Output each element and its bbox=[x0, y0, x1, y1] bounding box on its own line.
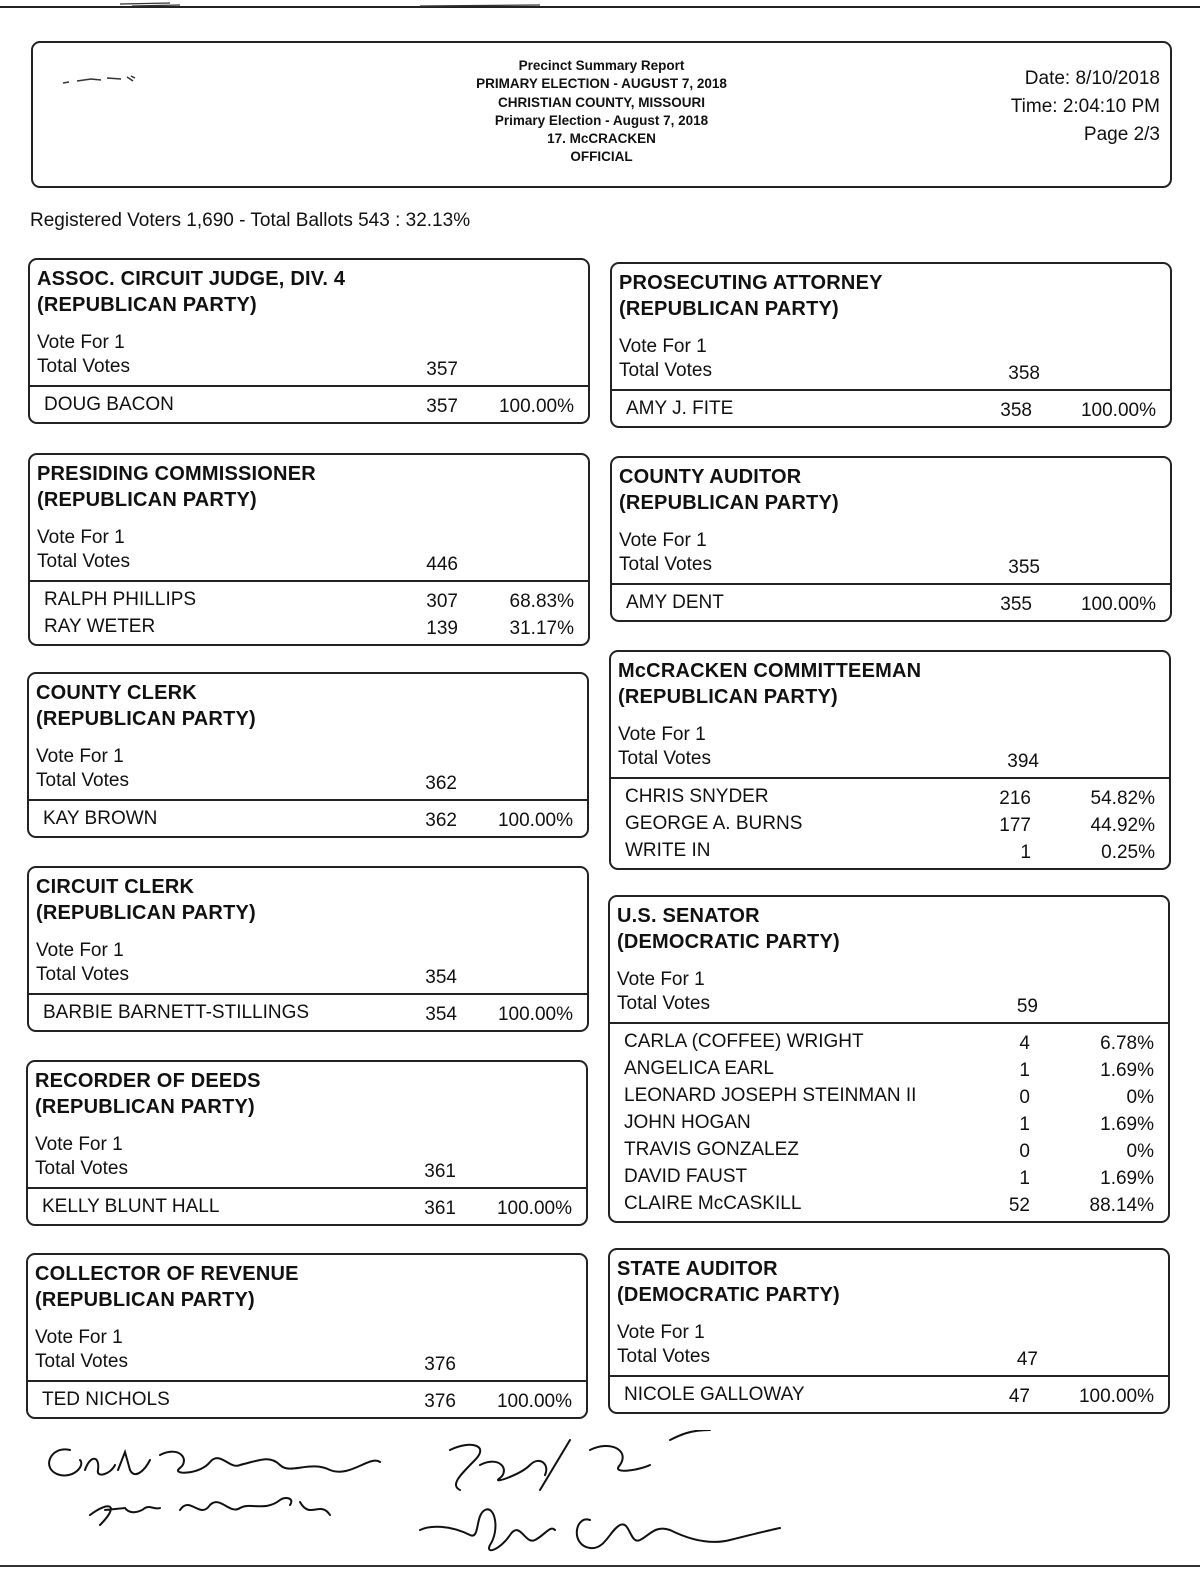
candidate-name: NICOLE GALLOWAY bbox=[624, 1384, 805, 1405]
total-votes-row bbox=[610, 992, 1168, 1022]
candidate-list bbox=[612, 585, 1170, 620]
contest-title: U.S. SENATOR bbox=[617, 905, 760, 927]
candidate-votes: 0 bbox=[1019, 1087, 1030, 1108]
contest-box bbox=[608, 1248, 1170, 1414]
vote-for-label: Vote For 1 bbox=[36, 940, 124, 961]
candidate-votes: 355 bbox=[1000, 594, 1032, 615]
candidate-row bbox=[611, 837, 1169, 864]
total-votes-row bbox=[612, 553, 1170, 583]
total-votes-label: Total Votes bbox=[35, 1158, 128, 1179]
candidate-percent: 6.78% bbox=[1100, 1033, 1154, 1054]
total-votes-row bbox=[29, 769, 587, 799]
candidate-row bbox=[28, 1386, 586, 1413]
total-votes-value: 376 bbox=[424, 1354, 456, 1375]
vote-for-label: Vote For 1 bbox=[35, 1327, 123, 1348]
candidate-list bbox=[28, 1382, 586, 1417]
candidate-votes: 357 bbox=[426, 396, 458, 417]
signatures bbox=[30, 1430, 790, 1565]
candidate-name: DOUG BACON bbox=[44, 394, 174, 415]
contest-title: COLLECTOR OF REVENUE bbox=[35, 1263, 299, 1285]
candidate-votes: 1 bbox=[1020, 842, 1031, 863]
contest-title: ASSOC. CIRCUIT JUDGE, DIV. 4 bbox=[37, 268, 346, 290]
signature-1 bbox=[49, 1449, 380, 1475]
signature-4 bbox=[420, 1509, 780, 1550]
report-time: Time: 2:04:10 PM bbox=[1010, 96, 1160, 117]
candidate-row bbox=[610, 1082, 1168, 1109]
candidate-row bbox=[611, 810, 1169, 837]
candidate-votes: 358 bbox=[1000, 400, 1032, 421]
contest-box bbox=[27, 672, 589, 838]
candidate-list bbox=[610, 1377, 1168, 1412]
vote-for-label: Vote For 1 bbox=[619, 530, 707, 551]
total-votes-row bbox=[30, 355, 588, 385]
candidate-row bbox=[610, 1055, 1168, 1082]
candidate-list bbox=[612, 391, 1170, 426]
candidate-percent: 100.00% bbox=[1080, 594, 1156, 615]
signature-2 bbox=[90, 1498, 330, 1525]
candidate-name: AMY J. FITE bbox=[626, 398, 734, 419]
total-votes-row bbox=[28, 1157, 586, 1187]
total-votes-row bbox=[29, 963, 587, 993]
contest-title: STATE AUDITOR bbox=[617, 1258, 778, 1280]
candidate-percent: 88.14% bbox=[1089, 1195, 1154, 1216]
candidate-votes: 139 bbox=[426, 618, 458, 639]
bottom-edge-rule bbox=[0, 1565, 1200, 1567]
candidate-percent: 100.00% bbox=[497, 810, 573, 831]
total-votes-value: 394 bbox=[1007, 751, 1039, 772]
candidate-votes: 52 bbox=[1008, 1195, 1030, 1216]
candidate-votes: 216 bbox=[999, 788, 1031, 809]
total-votes-label: Total Votes bbox=[618, 748, 711, 769]
candidate-votes: 177 bbox=[999, 815, 1031, 836]
total-votes-label: Total Votes bbox=[37, 551, 130, 572]
total-votes-row bbox=[30, 550, 588, 580]
candidate-percent: 44.92% bbox=[1090, 815, 1155, 836]
candidate-name: RAY WETER bbox=[44, 616, 156, 637]
total-votes-label: Total Votes bbox=[617, 1346, 710, 1367]
candidate-percent: 54.82% bbox=[1090, 788, 1155, 809]
total-votes-row bbox=[611, 747, 1169, 777]
total-votes-value: 47 bbox=[1016, 1349, 1038, 1370]
contest-box bbox=[608, 895, 1170, 1223]
header-meta bbox=[1011, 65, 1160, 149]
total-votes-value: 362 bbox=[425, 773, 457, 794]
candidate-row bbox=[30, 613, 588, 640]
contest-party: (REPUBLICAN PARTY) bbox=[36, 902, 256, 924]
contest-party: (REPUBLICAN PARTY) bbox=[35, 1289, 255, 1311]
candidate-list bbox=[610, 1024, 1168, 1221]
contest-title: PRESIDING COMMISSIONER bbox=[37, 463, 316, 485]
total-votes-label: Total Votes bbox=[619, 360, 712, 381]
candidate-row bbox=[610, 1109, 1168, 1136]
candidate-row bbox=[610, 1381, 1168, 1408]
contest-party: (REPUBLICAN PARTY) bbox=[37, 489, 257, 511]
total-votes-value: 354 bbox=[425, 967, 457, 988]
candidate-percent: 0% bbox=[1126, 1141, 1154, 1162]
candidate-percent: 1.69% bbox=[1100, 1114, 1154, 1135]
candidate-name: CLAIRE McCASKILL bbox=[624, 1193, 802, 1214]
report-date: Date: 8/10/2018 bbox=[1024, 68, 1160, 89]
candidate-name: AMY DENT bbox=[626, 592, 724, 613]
candidate-votes: 376 bbox=[424, 1391, 456, 1412]
candidate-votes: 0 bbox=[1019, 1141, 1030, 1162]
vote-for-label: Vote For 1 bbox=[37, 332, 125, 353]
contest-party: (REPUBLICAN PARTY) bbox=[618, 686, 838, 708]
candidate-percent: 1.69% bbox=[1100, 1168, 1154, 1189]
candidate-name: KAY BROWN bbox=[43, 808, 158, 829]
report-header bbox=[31, 41, 1172, 188]
total-votes-value: 355 bbox=[1008, 557, 1040, 578]
contest-box bbox=[610, 262, 1172, 428]
candidate-row bbox=[610, 1190, 1168, 1217]
contest-title: CIRCUIT CLERK bbox=[36, 876, 195, 898]
candidate-name: TED NICHOLS bbox=[42, 1389, 170, 1410]
total-votes-value: 59 bbox=[1016, 996, 1038, 1017]
candidate-percent: 31.17% bbox=[509, 618, 574, 639]
contest-box bbox=[28, 258, 590, 424]
report-status: OFFICIAL bbox=[570, 149, 633, 165]
candidate-list bbox=[30, 582, 588, 644]
vote-for-label: Vote For 1 bbox=[37, 527, 125, 548]
candidate-row bbox=[30, 391, 588, 418]
contest-title: COUNTY CLERK bbox=[36, 682, 197, 704]
candidate-row bbox=[610, 1028, 1168, 1055]
candidate-name: ANGELICA EARL bbox=[624, 1058, 774, 1079]
candidate-row bbox=[30, 586, 588, 613]
contest-box bbox=[26, 1253, 588, 1419]
vote-for-label: Vote For 1 bbox=[619, 336, 707, 357]
candidate-row bbox=[610, 1163, 1168, 1190]
candidate-votes: 361 bbox=[424, 1198, 456, 1219]
contest-box bbox=[609, 650, 1171, 870]
total-votes-value: 358 bbox=[1008, 363, 1040, 384]
total-votes-label: Total Votes bbox=[37, 356, 130, 377]
contest-party: (REPUBLICAN PARTY) bbox=[619, 298, 839, 320]
candidate-row bbox=[28, 1193, 586, 1220]
total-votes-label: Total Votes bbox=[36, 964, 129, 985]
candidate-row bbox=[610, 1136, 1168, 1163]
candidate-percent: 100.00% bbox=[496, 1391, 572, 1412]
candidate-list bbox=[29, 995, 587, 1030]
contest-title: McCRACKEN COMMITTEEMAN bbox=[618, 660, 922, 682]
contest-party: (DEMOCRATIC PARTY) bbox=[617, 931, 840, 953]
candidate-name: BARBIE BARNETT-STILLINGS bbox=[43, 1002, 310, 1023]
candidate-row bbox=[612, 589, 1170, 616]
candidate-percent: 0.25% bbox=[1101, 842, 1155, 863]
county-line: CHRISTIAN COUNTY, MISSOURI bbox=[497, 94, 705, 110]
contest-box bbox=[610, 456, 1172, 622]
total-votes-row bbox=[610, 1345, 1168, 1375]
candidate-name: RALPH PHILLIPS bbox=[44, 589, 197, 610]
candidate-percent: 100.00% bbox=[498, 396, 574, 417]
signature-3 bbox=[450, 1430, 710, 1490]
contest-party: (REPUBLICAN PARTY) bbox=[37, 294, 257, 316]
candidate-name: CARLA (COFFEE) WRIGHT bbox=[624, 1031, 864, 1052]
candidate-name: LEONARD JOSEPH STEINMAN II bbox=[624, 1085, 917, 1106]
election-line: PRIMARY ELECTION - AUGUST 7, 2018 bbox=[476, 76, 727, 92]
contest-box bbox=[28, 453, 590, 646]
contest-party: (REPUBLICAN PARTY) bbox=[36, 708, 256, 730]
total-votes-row bbox=[28, 1350, 586, 1380]
candidate-name: WRITE IN bbox=[625, 840, 711, 861]
candidate-name: KELLY BLUNT HALL bbox=[42, 1196, 220, 1217]
total-votes-value: 357 bbox=[426, 359, 458, 380]
election-name: Primary Election - August 7, 2018 bbox=[494, 112, 709, 128]
contest-title: COUNTY AUDITOR bbox=[619, 466, 802, 488]
contest-party: (REPUBLICAN PARTY) bbox=[619, 492, 839, 514]
candidate-percent: 100.00% bbox=[496, 1198, 572, 1219]
vote-for-label: Vote For 1 bbox=[618, 724, 706, 745]
candidate-votes: 47 bbox=[1008, 1386, 1030, 1407]
candidate-votes: 1 bbox=[1019, 1168, 1030, 1189]
candidate-name: TRAVIS GONZALEZ bbox=[624, 1139, 799, 1160]
candidate-name: GEORGE A. BURNS bbox=[625, 813, 803, 834]
candidate-votes: 1 bbox=[1019, 1060, 1030, 1081]
header-title-block bbox=[33, 57, 1170, 167]
total-votes-label: Total Votes bbox=[36, 770, 129, 791]
vote-for-label: Vote For 1 bbox=[617, 1322, 705, 1343]
candidate-row bbox=[29, 805, 587, 832]
vote-for-label: Vote For 1 bbox=[617, 969, 705, 990]
candidate-percent: 100.00% bbox=[1080, 400, 1156, 421]
candidate-percent: 0% bbox=[1126, 1087, 1154, 1108]
candidate-list bbox=[28, 1189, 586, 1224]
candidate-votes: 362 bbox=[425, 810, 457, 831]
total-votes-label: Total Votes bbox=[617, 993, 710, 1014]
report-title: Precinct Summary Report bbox=[518, 58, 685, 73]
contest-title: RECORDER OF DEEDS bbox=[35, 1070, 261, 1092]
contest-box bbox=[27, 866, 589, 1032]
contest-party: (DEMOCRATIC PARTY) bbox=[617, 1284, 840, 1306]
candidate-row bbox=[612, 395, 1170, 422]
total-votes-label: Total Votes bbox=[619, 554, 712, 575]
candidate-row bbox=[29, 999, 587, 1026]
turnout-summary: Registered Voters 1,690 - Total Ballots 543 : 32.13% bbox=[30, 210, 471, 231]
total-votes-value: 361 bbox=[424, 1161, 456, 1182]
vote-for-label: Vote For 1 bbox=[35, 1134, 123, 1155]
candidate-name: JOHN HOGAN bbox=[624, 1112, 751, 1133]
vote-for-label: Vote For 1 bbox=[36, 746, 124, 767]
candidate-list bbox=[29, 801, 587, 836]
total-votes-value: 446 bbox=[426, 554, 458, 575]
top-edge-mark bbox=[120, 0, 540, 8]
candidate-percent: 100.00% bbox=[497, 1004, 573, 1025]
page-number: Page 2/3 bbox=[1083, 124, 1160, 145]
candidate-list bbox=[30, 387, 588, 422]
candidate-percent: 68.83% bbox=[509, 591, 574, 612]
candidate-name: CHRIS SNYDER bbox=[625, 786, 769, 807]
contest-party: (REPUBLICAN PARTY) bbox=[35, 1096, 255, 1118]
contest-title: PROSECUTING ATTORNEY bbox=[619, 272, 883, 294]
candidate-votes: 307 bbox=[426, 591, 458, 612]
total-votes-label: Total Votes bbox=[35, 1351, 128, 1372]
precinct-name: 17. McCRACKEN bbox=[547, 131, 656, 147]
contest-box bbox=[26, 1060, 588, 1226]
total-votes-row bbox=[612, 359, 1170, 389]
candidate-votes: 4 bbox=[1019, 1033, 1030, 1054]
candidate-percent: 1.69% bbox=[1100, 1060, 1154, 1081]
candidate-name: DAVID FAUST bbox=[624, 1166, 748, 1187]
candidate-row bbox=[611, 783, 1169, 810]
candidate-votes: 1 bbox=[1019, 1114, 1030, 1135]
candidate-list bbox=[611, 779, 1169, 868]
candidate-percent: 100.00% bbox=[1078, 1386, 1154, 1407]
candidate-votes: 354 bbox=[425, 1004, 457, 1025]
